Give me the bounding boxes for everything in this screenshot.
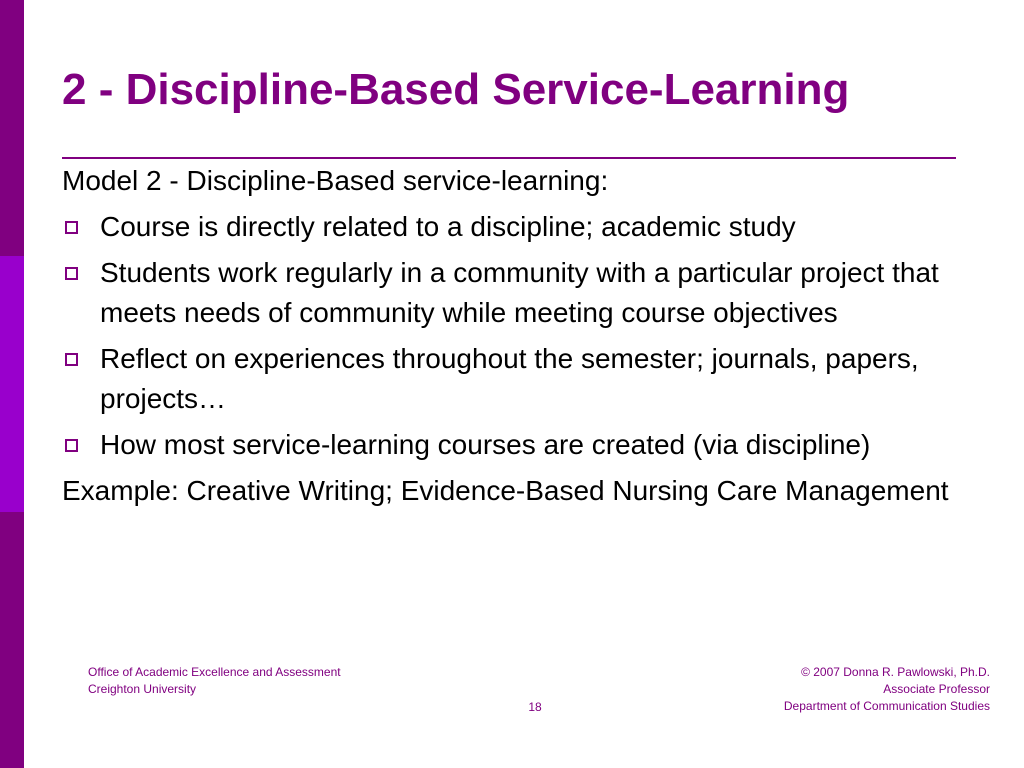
footer-office: Office of Academic Excellence and Assessment <box>88 665 341 679</box>
square-bullet-icon <box>65 439 78 452</box>
slide-title: 2 - Discipline-Based Service-Learning <box>62 65 850 114</box>
example-text: Example: Creative Writing; Evidence-Based Nursing Care Management <box>62 475 949 506</box>
bullet-text: Course is directly related to a discipline; academic study <box>100 211 796 242</box>
left-stripe-top <box>0 0 24 256</box>
footer-position: Associate Professor <box>883 682 990 696</box>
bullet-item <box>62 425 962 465</box>
bullet-text: Students work regularly in a community with a particular project that meets needs of community while meeting course objectives <box>100 257 939 328</box>
left-stripe-bottom <box>0 512 24 768</box>
footer-copyright: © 2007 Donna R. Pawlowski, Ph.D. <box>801 665 990 679</box>
footer-university: Creighton University <box>88 682 197 696</box>
square-bullet-icon <box>65 221 78 234</box>
slide-body <box>62 161 962 517</box>
bullet-item <box>62 207 962 247</box>
footer-department: Department of Communication Studies <box>783 699 990 713</box>
page-number: 18 <box>528 700 542 714</box>
footer-right <box>784 664 990 715</box>
left-stripe-middle <box>0 256 24 512</box>
bullet-item <box>62 253 962 333</box>
bullet-item <box>62 339 962 419</box>
bullet-text: How most service-learning courses are created (via discipline) <box>100 429 871 460</box>
footer-left <box>88 664 341 698</box>
square-bullet-icon <box>65 267 78 280</box>
intro-text: Model 2 - Discipline-Based service-learning: <box>62 165 609 196</box>
square-bullet-icon <box>65 353 78 366</box>
bullet-text: Reflect on experiences throughout the semester; journals, papers, projects… <box>100 343 919 414</box>
title-divider <box>62 157 956 159</box>
